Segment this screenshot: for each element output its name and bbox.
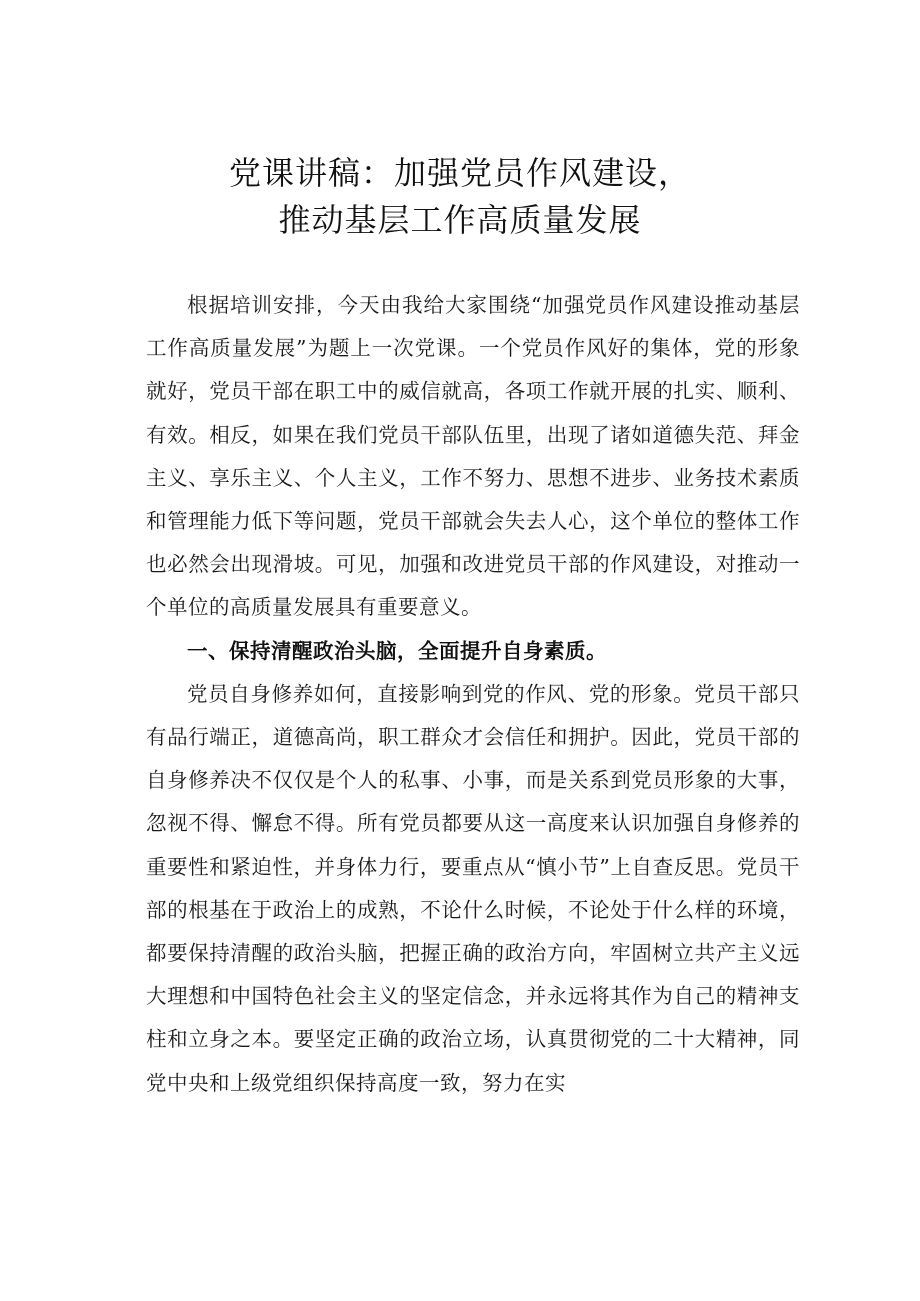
section-heading-1: 一、保持清醒政治头脑，全面提升自身素质。	[187, 638, 607, 663]
title-line-2: 推动基层工作高质量发展	[278, 201, 642, 239]
section-1-paragraph: 党员自身修养如何，直接影响到党的作风、党的形象。党员干部只有品行端正，道德高尚，职工群众才会信任和拥护。因此，党员干部的自身修养决不仅仅是个人的私事、小事，而是关系到党员形象的大事，忽视不得、懈怠不得。所有党员都要从这一高度来认识加强自身修养的重要性和紧迫性，并身体力行，要重点从“慎小节”上自查反思。党员干部的根基在于政治上的成熟，不论什么时候，不论处于什么样的环境，都要保持清醒的政治头脑，把握正确的政治方向，牢固树立共产主义远大理想和中国特色社会主义的坚定信念，并永远将其作为自己的精神支柱和立身之本。要坚定正确的政治立场，认真贯彻党的二十大精神，同党中央和上级党组织保持高度一致，努力在实	[146, 681, 800, 1095]
document-body	[146, 284, 800, 1105]
document-title	[0, 150, 920, 244]
intro-paragraph: 根据培训安排，今天由我给大家围绕“加强党员作风建设推动基层工作高质量发展”为题上一次党课。一个党员作风好的集体，党的形象就好，党员干部在职工中的威信就高，各项工作就开展的扎实、顺利、有效。相反，如果在我们党员干部队伍里，出现了诸如道德失范、拜金主义、享乐主义、个人主义，工作不努力、思想不进步、业务技术素质和管理能力低下等问题，党员干部就会失去人心，这个单位的整体工作也必然会出现滑坡。可见，加强和改进党员干部的作风建设，对推动一个单位的高质量发展具有重要意义。	[146, 293, 800, 620]
title-line-1: 党课讲稿：加强党员作风建设，	[228, 154, 691, 192]
